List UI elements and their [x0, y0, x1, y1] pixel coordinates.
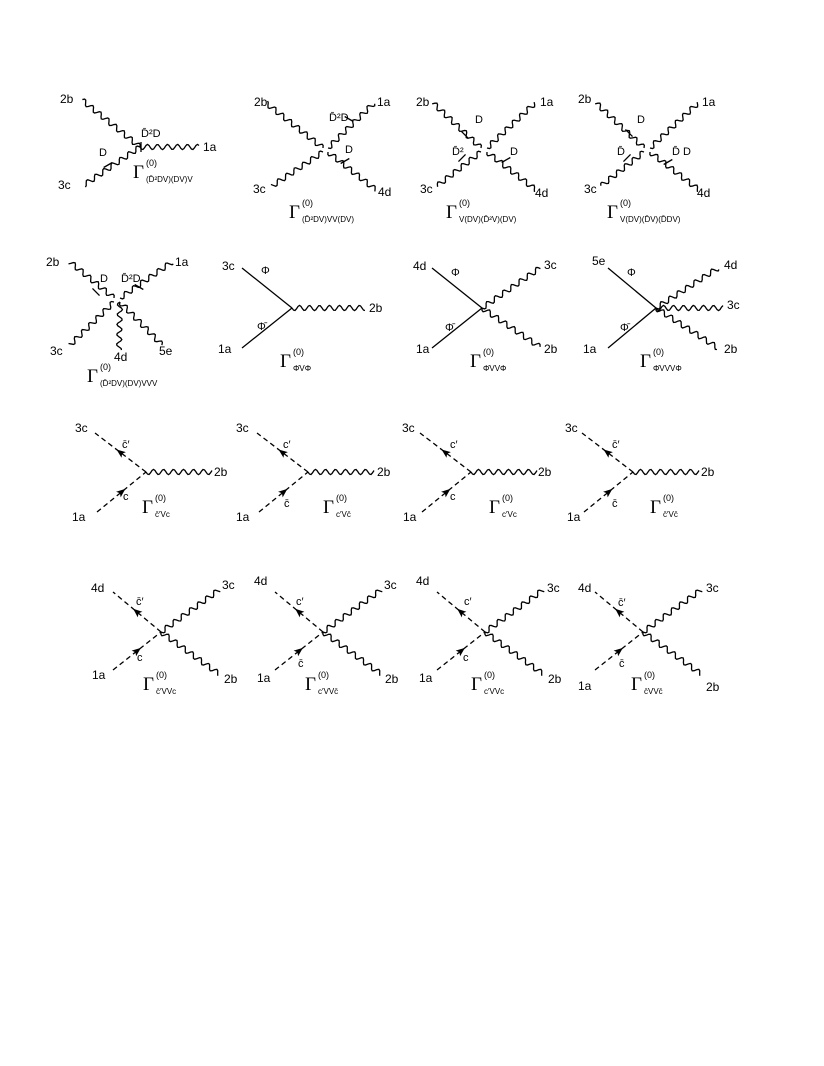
gamma-symbol: Γ — [142, 497, 153, 518]
leg-label: 3c — [384, 578, 397, 592]
order-superscript: (0) — [663, 493, 674, 503]
vertex-function-label — [143, 670, 176, 696]
leg-label: 2b — [385, 672, 399, 686]
operator-label: c̄ — [619, 658, 625, 670]
leg-label: 1a — [257, 671, 271, 685]
gamma-symbol: Γ — [143, 674, 154, 695]
leg-label: 1a — [540, 95, 554, 109]
gauge-propagator-line — [323, 632, 380, 676]
leg-label: 5e — [592, 254, 606, 268]
gauge-propagator-line — [650, 102, 698, 148]
operator-label: D̄ D — [672, 146, 691, 158]
order-superscript: (0) — [100, 362, 111, 372]
leg-label: 4d — [254, 574, 268, 588]
gauge-propagator-line — [482, 308, 540, 347]
operator-label: D̄²D — [141, 128, 161, 140]
vertex-subscript: (D̄²DV)(DV)V — [146, 175, 193, 184]
leg-label: 2b — [46, 255, 60, 269]
vertex-subscript: c̄′Vc — [155, 510, 170, 519]
vertex-subscript: c′Vc̄ — [336, 510, 351, 519]
gauge-propagator-line — [328, 104, 375, 149]
leg-label: 4d — [535, 186, 549, 200]
vertex-diagram-d11 — [402, 421, 552, 524]
leg-label: 2b — [224, 672, 238, 686]
vertex-subscript: V(DV)(D̄²V)(DV) — [459, 215, 517, 224]
operator-label: c̄ — [612, 498, 618, 510]
operator-label: c̄′ — [136, 596, 144, 608]
operator-label: c̄ — [284, 498, 290, 510]
gauge-propagator-line — [328, 152, 375, 191]
operator-label: D̄²D — [121, 273, 141, 285]
leg-label: 2b — [706, 680, 720, 694]
leg-label: 2b — [724, 342, 738, 356]
gauge-propagator-line — [292, 305, 365, 310]
gauge-propagator-line — [161, 590, 220, 633]
gauge-propagator-line — [487, 102, 535, 148]
leg-label: 4d — [378, 185, 392, 199]
leg-label: 2b — [369, 301, 383, 315]
vertex-function-label — [133, 158, 193, 184]
gauge-propagator-line — [485, 590, 544, 633]
order-superscript: (0) — [644, 670, 655, 680]
leg-label: 1a — [578, 679, 592, 693]
vertex-subscript: c̄′VVc — [156, 687, 177, 696]
vertex-function-label — [142, 493, 170, 519]
gauge-propagator-line — [161, 632, 218, 676]
vertex-subscript: c̄VVc̄ — [644, 687, 663, 696]
vertex-diagram-d2 — [253, 95, 391, 224]
gauge-propagator-line — [120, 302, 163, 345]
gamma-symbol: Γ — [323, 497, 334, 518]
gamma-symbol: Γ — [470, 351, 481, 372]
leg-label: 3c — [706, 581, 719, 595]
vertex-subscript: c′VVc̄ — [318, 687, 339, 696]
gauge-propagator-line — [633, 469, 699, 474]
leg-label: 3c — [547, 581, 560, 595]
operator-label: Φ̄ — [445, 322, 454, 334]
leg-label: 3c — [565, 421, 578, 435]
gauge-propagator-line — [146, 469, 212, 474]
leg-label: 3c — [253, 182, 266, 196]
leg-label: 2b — [538, 465, 552, 479]
order-superscript: (0) — [318, 670, 329, 680]
vertex-diagram-d4 — [578, 92, 716, 224]
leg-label: 2b — [701, 465, 715, 479]
operator-label: D — [510, 146, 518, 158]
leg-label: 3c — [402, 421, 415, 435]
operator-label: D — [345, 144, 353, 156]
order-superscript: (0) — [156, 670, 167, 680]
gauge-propagator-line — [117, 302, 123, 350]
vertex-function-label — [305, 670, 338, 696]
leg-label: 4d — [114, 350, 128, 364]
order-superscript: (0) — [459, 198, 470, 208]
leg-label: 2b — [544, 342, 558, 356]
leg-label: 1a — [218, 342, 232, 356]
vertex-function-label — [471, 670, 504, 696]
gamma-symbol: Γ — [640, 351, 651, 372]
gamma-symbol: Γ — [446, 202, 457, 223]
leg-label: 4d — [578, 581, 592, 595]
leg-label: 3c — [236, 421, 249, 435]
vertex-subscript: (D̄²DV)VV(DV) — [302, 215, 354, 224]
vertex-diagram-d9 — [72, 421, 228, 524]
vertex-function-label — [280, 347, 311, 373]
vertex-diagram-d7 — [413, 258, 558, 373]
vertex-diagram-d5 — [46, 255, 189, 388]
gamma-symbol: Γ — [87, 366, 98, 387]
gauge-propagator-line — [308, 469, 374, 474]
gamma-symbol: Γ — [631, 674, 642, 695]
vertex-function-label — [470, 347, 506, 373]
vertex-diagram-d10 — [236, 421, 391, 524]
leg-label: 2b — [60, 92, 74, 106]
operator-label: c — [463, 652, 469, 664]
order-superscript: (0) — [484, 670, 495, 680]
operator-label: c — [450, 491, 456, 503]
gauge-propagator-line — [268, 101, 324, 148]
chiral-propagator-line — [608, 308, 656, 348]
leg-label: 3c — [727, 298, 740, 312]
vertex-diagram-d13 — [91, 578, 238, 696]
leg-label: 2b — [214, 465, 228, 479]
operator-label: c̄′ — [612, 439, 620, 451]
leg-label: 2b — [254, 95, 268, 109]
leg-label: 3c — [75, 421, 88, 435]
vertex-subscript: c′Vc — [502, 510, 517, 519]
vertex-diagram-d15 — [416, 574, 562, 696]
chiral-propagator-line — [432, 308, 482, 348]
leg-label: 1a — [92, 668, 106, 682]
operator-label: Φ̄ — [620, 322, 629, 334]
gamma-symbol: Γ — [305, 674, 316, 695]
chiral-propagator-line — [242, 308, 292, 348]
gamma-symbol: Γ — [280, 351, 291, 372]
gauge-propagator-line — [82, 99, 140, 147]
leg-label: 1a — [702, 95, 716, 109]
leg-label: 3c — [50, 344, 63, 358]
operator-label: c̄′ — [618, 597, 626, 609]
operator-label: D — [99, 147, 107, 159]
operator-label: c′ — [283, 439, 291, 451]
gamma-symbol: Γ — [607, 202, 618, 223]
vertex-function-label — [650, 493, 678, 519]
gauge-propagator-line — [323, 590, 382, 633]
vertex-diagram-d6 — [218, 259, 383, 373]
gamma-symbol: Γ — [133, 162, 144, 183]
leg-label: 1a — [419, 671, 433, 685]
leg-label: 5e — [159, 344, 173, 358]
operator-label: c̄ — [298, 658, 304, 670]
operator-label: c — [123, 491, 129, 503]
operator-label: Φ̄ — [257, 321, 266, 333]
leg-label: 3c — [58, 178, 71, 192]
gauge-propagator-line — [432, 103, 481, 148]
operator-label: D̄²D — [329, 112, 349, 124]
gauge-propagator-line — [656, 269, 719, 309]
vertex-subscript: c̄′Vc̄ — [663, 510, 678, 519]
leg-label: 1a — [236, 510, 250, 524]
order-superscript: (0) — [653, 347, 664, 357]
leg-label: 1a — [175, 255, 189, 269]
order-superscript: (0) — [146, 158, 157, 168]
gamma-symbol: Γ — [489, 497, 500, 518]
leg-label: 4d — [724, 258, 738, 272]
leg-label: 3c — [544, 258, 557, 272]
leg-label: 1a — [583, 342, 597, 356]
leg-label: 4d — [413, 259, 427, 273]
leg-label: 3c — [222, 578, 235, 592]
derivative-tick-mark — [92, 288, 99, 295]
leg-label: 2b — [377, 465, 391, 479]
vertex-diagram-d8 — [583, 254, 740, 373]
order-superscript: (0) — [336, 493, 347, 503]
vertex-subscript: Φ̄VVΦ — [483, 364, 507, 373]
operator-label: c′ — [296, 596, 304, 608]
vertex-diagram-d3 — [416, 95, 554, 224]
leg-label: 1a — [567, 510, 581, 524]
gauge-propagator-line — [85, 146, 140, 187]
leg-label: 3c — [222, 259, 235, 273]
order-superscript: (0) — [502, 493, 513, 503]
operator-label: D — [637, 114, 645, 126]
gauge-propagator-line — [656, 308, 717, 350]
leg-label: 2b — [548, 672, 562, 686]
operator-label: c′ — [450, 439, 458, 451]
vertex-function-label — [87, 362, 158, 388]
gauge-propagator-line — [643, 590, 702, 633]
leg-label: 1a — [203, 140, 217, 154]
leg-label: 4d — [416, 574, 430, 588]
leg-label: 2b — [416, 95, 430, 109]
gauge-propagator-line — [69, 302, 114, 345]
leg-label: 1a — [377, 95, 391, 109]
vertex-subscript: Φ̄VVVΦ — [653, 364, 682, 373]
operator-label: c — [137, 652, 143, 664]
gauge-propagator-line — [271, 151, 323, 186]
vertex-diagram-d12 — [565, 421, 715, 524]
operator-label: Φ — [261, 265, 270, 277]
vertex-diagram-d14 — [254, 574, 399, 696]
order-superscript: (0) — [620, 198, 631, 208]
vertex-diagram-d1 — [58, 92, 217, 192]
leg-label: 3c — [584, 182, 597, 196]
vertex-function-label — [289, 198, 354, 224]
operator-label: D — [100, 273, 108, 285]
vertex-function-label — [640, 347, 682, 373]
leg-label: 4d — [697, 186, 711, 200]
gamma-symbol: Γ — [471, 674, 482, 695]
leg-label: 2b — [578, 92, 592, 106]
gamma-symbol: Γ — [650, 497, 661, 518]
vertex-diagram-d16 — [578, 581, 720, 696]
operator-label: D̄² — [452, 146, 464, 158]
order-superscript: (0) — [293, 347, 304, 357]
vertex-subscript: c′VVc — [484, 687, 505, 696]
vertex-subscript: (D̄²DV)(DV)VVV — [100, 379, 158, 388]
gauge-propagator-line — [482, 268, 540, 309]
order-superscript: (0) — [483, 347, 494, 357]
operator-label: Φ — [627, 267, 636, 279]
leg-label: 1a — [72, 510, 86, 524]
vertex-function-label — [607, 198, 681, 224]
order-superscript: (0) — [302, 198, 313, 208]
vertex-subscript: V(DV)(D̄V)(D̄DV) — [620, 215, 681, 224]
leg-label: 1a — [416, 342, 430, 356]
leg-label: 3c — [420, 182, 433, 196]
operator-label: c′ — [464, 596, 472, 608]
order-superscript: (0) — [155, 493, 166, 503]
gauge-propagator-line — [471, 469, 537, 474]
leg-label: 4d — [91, 581, 105, 595]
operator-label: D̄ — [617, 146, 625, 158]
vertex-function-label — [323, 493, 351, 519]
gauge-propagator-line — [656, 305, 723, 310]
vertex-subscript: Φ̄VΦ — [293, 364, 312, 373]
derivative-tick-mark — [461, 131, 468, 138]
operator-label: c̄′ — [122, 439, 130, 451]
leg-label: 1a — [403, 510, 417, 524]
operator-label: Φ — [451, 267, 460, 279]
vertex-function-label — [489, 493, 517, 519]
gauge-propagator-line — [140, 144, 199, 149]
gamma-symbol: Γ — [289, 202, 300, 223]
vertex-function-label — [631, 670, 663, 696]
vertex-function-label — [446, 198, 517, 224]
operator-label: D — [475, 114, 483, 126]
derivative-tick-mark — [502, 158, 511, 163]
